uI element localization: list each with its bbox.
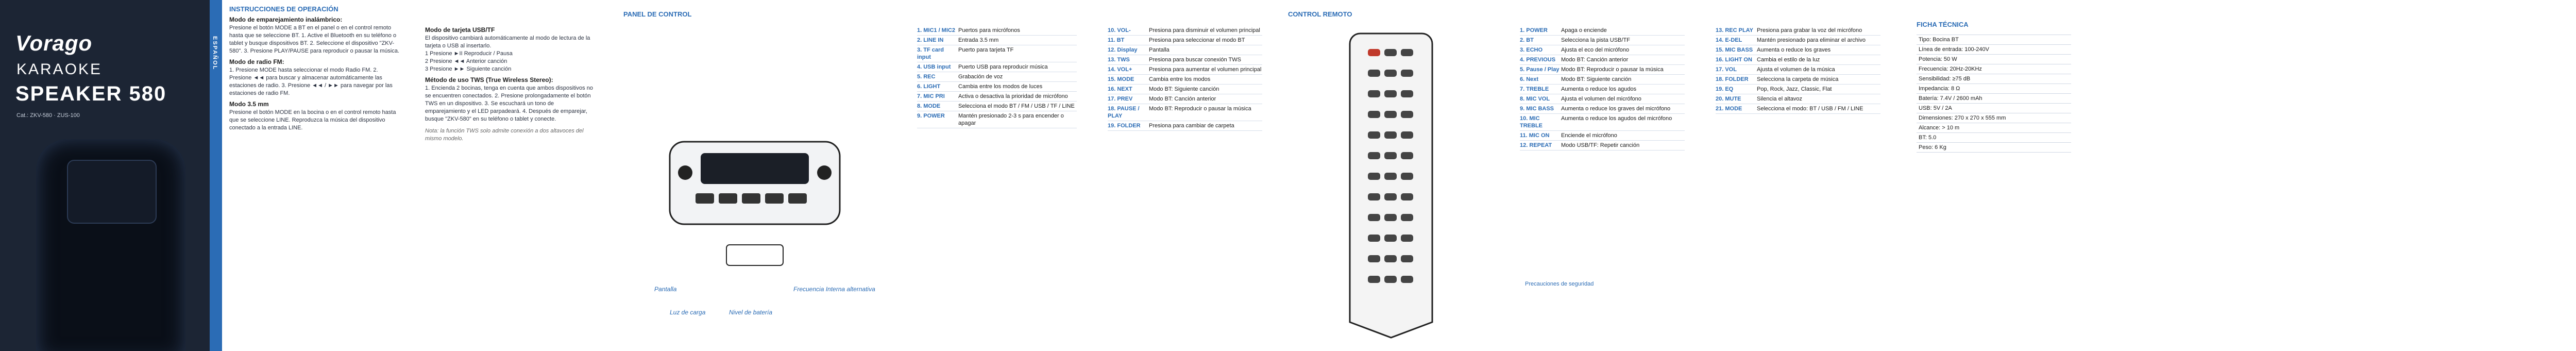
spec-row: Frecuencia: 20Hz-20KHz [1917, 64, 2071, 74]
legend-row [917, 111, 1077, 128]
legend-value: Puertos para micrófonos [958, 27, 1020, 34]
legend-key: 6. Next [1520, 76, 1539, 82]
instructions-title: INSTRUCCIONES DE OPERACIÓN [229, 5, 338, 13]
legend-value: Selecciona el modo BT / FM / USB / TF / LINE [958, 103, 1075, 109]
legend-row [1520, 75, 1685, 85]
remote-svg [1288, 18, 1494, 343]
legend-key: 20. MUTE [1716, 96, 1741, 102]
legend-key: 14. E-DEL [1716, 37, 1742, 43]
cover-panel [0, 0, 210, 351]
legend-row [1716, 104, 1880, 114]
remote-button [1384, 111, 1397, 118]
panel-svg [623, 18, 891, 338]
legend-row [1108, 55, 1262, 65]
remote-button [1401, 152, 1413, 159]
spec-row: BT: 5.0 [1917, 133, 2071, 143]
spec-row: Peso: 6 Kg [1917, 143, 2071, 153]
remote-button [1368, 111, 1380, 118]
legend-value: Ajusta el eco del micrófono [1561, 47, 1630, 53]
tws-note: Nota: la función TWS solo admite conexión a dos altavoces del mismo modelo. [425, 128, 584, 142]
legend-key: 8. MIC VOL [1520, 96, 1550, 102]
legend-row [917, 45, 1077, 62]
legend-key: 15. MIC BASS [1716, 47, 1753, 53]
legend-value: Ajusta el volumen del micrófono [1561, 96, 1641, 102]
legend-value: Aumenta o reduce los agudos del micrófono [1561, 115, 1672, 122]
remote-button [1401, 49, 1413, 56]
spec-row: Alcance: > 10 m [1917, 123, 2071, 133]
label-frecuencia: Frecuencia Interna alternativa [793, 286, 875, 293]
legend-value: Modo BT: Canción anterior [1561, 57, 1629, 63]
remote-body [1350, 34, 1432, 338]
legend-value: Puerto USB para reproducir música [958, 64, 1048, 70]
legend-value: Mantén presionado para eliminar el archivo [1757, 37, 1866, 43]
section-heading: Modo de radio FM: [229, 58, 284, 65]
legend-row [1108, 65, 1262, 75]
legend-row [1520, 114, 1685, 131]
remote-button [1384, 49, 1397, 56]
panel-legend [917, 26, 1077, 128]
legend-key: 18. FOLDER [1716, 76, 1749, 82]
legend-row [1716, 45, 1880, 55]
legend-row [1716, 85, 1880, 94]
legend-value: Cambia el estilo de la luz [1757, 57, 1820, 63]
legend-value: Selecciona el modo: BT / USB / FM / LINE [1757, 106, 1863, 112]
mic1-jack [678, 165, 692, 180]
remote-button [1384, 131, 1397, 139]
legend-value: Selecciona la pista USB/TF [1561, 37, 1630, 43]
legend-key: 7. TREBLE [1520, 86, 1549, 92]
legend-row [1520, 65, 1685, 75]
legend-value: Presiona para disminuir el volumen principal [1149, 27, 1260, 34]
usb-title: Modo de tarjeta USB/TF [425, 26, 495, 34]
legend-value: Mantén presionado 2-3 s para encender o apagar [958, 113, 1064, 126]
legend-value: Puerto para tarjeta TF [958, 47, 1014, 53]
legend-value: Selecciona la carpeta de música [1757, 76, 1839, 82]
section-text: 1. Presione MODE hasta seleccionar el modo Radio FM. 2. Presione ◄◄ para buscar y almacenar automáticamente las estaciones de radio. 3. Presione ◄◄ / ►► para navegar por las estaciones de radio FM. [229, 67, 393, 96]
legend-row [917, 36, 1077, 45]
legend-key: 1. POWER [1520, 27, 1548, 34]
legend-value: Pop, Rock, Jazz, Classic, Flat [1757, 86, 1832, 92]
cover-title-line2: SPEAKER 580 [15, 82, 167, 105]
usb-item: 1 Presione ►II Reproducir / Pausa [425, 51, 513, 57]
legend-row [1716, 26, 1880, 36]
spec-table [1917, 35, 2071, 153]
remote-button [1368, 193, 1380, 200]
caution-heading: Precauciones de seguridad [1525, 281, 1594, 287]
remote-button [1368, 276, 1380, 283]
legend-row [1108, 121, 1262, 131]
remote-button [1368, 235, 1380, 242]
legend-value: Pantalla [1149, 47, 1170, 53]
speaker-panel [67, 160, 157, 224]
legend-key: 11. MIC ON [1520, 132, 1550, 139]
legend-row [1716, 75, 1880, 85]
legend-key: 16. NEXT [1108, 86, 1132, 92]
remote-button [1384, 173, 1397, 180]
remote-button [1384, 193, 1397, 200]
spec-row: USB: 5V / 2A [1917, 104, 2071, 113]
legend-key: 3. ECHO [1520, 47, 1543, 53]
spec-row: Línea de entrada: 100-240V [1917, 45, 2071, 55]
legend-key: 1. MIC1 / MIC2 [917, 27, 955, 34]
tws-text: 1. Encienda 2 bocinas, tenga en cuenta que ambos dispositivos no se encuentren conectados. 2. Presione prolongadamente el botón TWS en un dispositivo. 3. Se escuchará un tono de emparejamiento y el LED parpadeará. 4. Después de emparejar, busque "ZKV-580" en su teléfono o tablet y conecte. [425, 85, 593, 122]
remote-button [1401, 276, 1413, 283]
legend-value: Modo BT: Canción anterior [1149, 96, 1216, 102]
legend-value: Presiona para seleccionar el modo BT [1149, 37, 1245, 43]
label-pantalla: Pantalla [654, 286, 677, 293]
remote-button [1401, 90, 1413, 97]
spec-row: Dimensiones: 270 x 270 x 555 mm [1917, 113, 2071, 123]
remote-button [1401, 131, 1413, 139]
remote-button [1368, 255, 1380, 262]
usb-item: 3 Presione ►► Siguiente canción [425, 66, 512, 72]
remote-legend-2 [1716, 26, 1880, 114]
legend-key: 17. PREV [1108, 96, 1133, 102]
legend-key: 14. VOL+ [1108, 66, 1132, 73]
legend-row [917, 62, 1077, 72]
remote-button [1368, 90, 1380, 97]
legend-key: 21. MODE [1716, 106, 1742, 112]
legend-value: Modo BT: Siguiente canción [1149, 86, 1219, 92]
remote-button [1384, 152, 1397, 159]
remote-button [1384, 255, 1397, 262]
remote-button [1401, 255, 1413, 262]
legend-row [917, 92, 1077, 102]
legend-key: 13. REC PLAY [1716, 27, 1753, 34]
legend-row [1108, 26, 1262, 36]
remote-title: CONTROL REMOTO [1288, 10, 1352, 18]
legend-row [1108, 94, 1262, 104]
section-heading: Modo 3.5 mm [229, 101, 269, 108]
legend-key: 7. MIC PRI [917, 93, 945, 99]
language-tab-label: ESPAÑOL [212, 36, 218, 71]
remote-button [1401, 70, 1413, 77]
cover-title-line1: KARAOKE [16, 61, 103, 78]
legend-value: Presiona para buscar conexión TWS [1149, 57, 1241, 63]
legend-row [917, 72, 1077, 82]
legend-key: 6. LIGHT [917, 83, 941, 90]
panel-title: PANEL DE CONTROL [623, 10, 692, 18]
spec-row: Potencia: 50 W [1917, 55, 2071, 64]
legend-value: Grabación de voz [958, 74, 1003, 80]
legend-row [1520, 45, 1685, 55]
legend-key: 4. USB input [917, 64, 951, 70]
legend-value: Presiona para aumentar el volumen principal [1149, 66, 1262, 73]
remote-button [1401, 193, 1413, 200]
legend-key: 19. EQ [1716, 86, 1734, 92]
remote-button [1401, 173, 1413, 180]
remote-button [1384, 70, 1397, 77]
legend-key: 3. TF card input [917, 47, 944, 60]
speaker-image [36, 139, 185, 351]
legend-value: Modo USB/TF: Repetir canción [1561, 142, 1640, 148]
legend-row [1520, 55, 1685, 65]
section-heading: Modo de emparejamiento inalámbrico: [229, 16, 343, 23]
display-detail [726, 245, 783, 265]
legend-key: 17. VOL [1716, 66, 1737, 73]
legend-value: Modo BT: Reproducir o pausar la música [1561, 66, 1664, 73]
spec-row: Sensibilidad: ≥75 dB [1917, 74, 2071, 84]
legend-row [1108, 36, 1262, 45]
legend-row [917, 82, 1077, 92]
legend-row [1716, 55, 1880, 65]
remote-button [1368, 49, 1380, 56]
usb-column [425, 23, 595, 143]
language-tab-left [210, 0, 222, 351]
spec-column [1917, 21, 2071, 153]
legend-value: Apaga o enciende [1561, 27, 1607, 34]
usb-item: 2 Presione ◄◄ Anterior canción [425, 58, 507, 64]
remote-button [1401, 214, 1413, 221]
legend-key: 2. LINE IN [917, 37, 944, 43]
legend-key: 10. MIC TREBLE [1520, 115, 1543, 129]
legend-row [917, 26, 1077, 36]
legend-key: 8. MODE [917, 103, 941, 109]
spec-row: Batería: 7.4V / 2600 mAh [1917, 94, 2071, 104]
legend-row [1716, 94, 1880, 104]
legend-key: 5. Pause / Play [1520, 66, 1560, 73]
legend-value: Modo BT: Siguiente canción [1561, 76, 1632, 82]
legend-key: 19. FOLDER [1108, 123, 1141, 129]
legend-row [1716, 36, 1880, 45]
remote-button [1368, 152, 1380, 159]
panel-display [701, 153, 809, 184]
panel-diagram [623, 10, 891, 340]
legend-key: 11. BT [1108, 37, 1125, 43]
mic2-jack [817, 165, 832, 180]
legend-row [1520, 36, 1685, 45]
legend-key: 16. LIGHT ON [1716, 57, 1752, 63]
section-text: Presione el botón MODE en la bocina o en el control remoto hasta que se seleccione LINE. Reproduzca la música del dispositivo conectado a la entrada LINE. [229, 109, 396, 131]
legend-value: Enciende el micrófono [1561, 132, 1617, 139]
remote-button [1368, 131, 1380, 139]
legend-row [1108, 75, 1262, 85]
panel-buttons [696, 193, 807, 204]
legend-value: Presiona para grabar la voz del micrófono [1757, 27, 1862, 34]
legend-value: Aumenta o reduce los graves del micrófono [1561, 106, 1671, 112]
legend-key: 13. TWS [1108, 57, 1130, 63]
remote-button [1384, 235, 1397, 242]
legend-key: 12. REPEAT [1520, 142, 1552, 148]
remote-diagram [1288, 10, 1494, 345]
legend-row [1108, 45, 1262, 55]
legend-value: Presiona para cambiar de carpeta [1149, 123, 1234, 129]
legend-row [1520, 141, 1685, 151]
spec-row: Tipo: Bocina BT [1917, 35, 2071, 45]
legend-row [1520, 104, 1685, 114]
legend-key: 9. MIC BASS [1520, 106, 1554, 112]
instructions-column [229, 5, 399, 132]
legend-key: 18. PAUSE / PLAY [1108, 106, 1140, 119]
legend-key: 12. Display [1108, 47, 1138, 53]
legend-row [1520, 85, 1685, 94]
spec-row: Impedancia: 8 Ω [1917, 84, 2071, 94]
cover-code: Cat.: ZKV-580 · ZUS-100 [16, 112, 80, 119]
legend-value: Silencia el altavoz [1757, 96, 1803, 102]
section-text: Presione el botón MODE a BT en el panel o en el control remoto hasta que se seleccione BT. 1. Active el Bluetooth en su teléfono o tablet y busque dispositivos BT. 2. Seleccione el dispositivo "ZKV-580". 3. Presione PLAY/PAUSE para reproducir o pausar la música. [229, 25, 399, 54]
legend-value: Entrada 3.5 mm [958, 37, 999, 43]
legend-key: 10. VOL- [1108, 27, 1131, 34]
remote-button [1368, 70, 1380, 77]
legend-row [1520, 26, 1685, 36]
legend-value: Ajusta el volumen de la música [1757, 66, 1835, 73]
legend-value: Cambia entre los modos [1149, 76, 1211, 82]
legend-row [1108, 104, 1262, 121]
legend-key: 2. BT [1520, 37, 1534, 43]
spec-title: FICHA TÉCNICA [1917, 21, 1969, 28]
remote-legend [1520, 26, 1685, 151]
remote-button [1384, 90, 1397, 97]
remote-button [1368, 214, 1380, 221]
remote-button [1401, 235, 1413, 242]
label-carga: Luz de carga [670, 309, 706, 316]
legend-row [1108, 85, 1262, 94]
usb-text: El dispositivo cambiará automáticamente al modo de lectura de la tarjeta o USB al insertarlo. [425, 35, 590, 49]
legend-key: 4. PREVIOUS [1520, 57, 1556, 63]
legend-key: 5. REC [917, 74, 936, 80]
legend-row [917, 102, 1077, 111]
legend-key: 9. POWER [917, 113, 945, 119]
legend-value: Modo BT: Reproducir o pausar la música [1149, 106, 1251, 112]
remote-button [1384, 276, 1397, 283]
legend-value: Aumenta o reduce los graves [1757, 47, 1831, 53]
tws-title: Método de uso TWS (True Wireless Stereo): [425, 76, 553, 83]
legend-key: 15. MODE [1108, 76, 1134, 82]
remote-button [1401, 111, 1413, 118]
legend-row [1520, 94, 1685, 104]
remote-button [1384, 214, 1397, 221]
legend-row [1520, 131, 1685, 141]
legend-value: Aumenta o reduce los agudos [1561, 86, 1637, 92]
label-bateria: Nivel de batería [729, 309, 773, 316]
legend-row [1716, 65, 1880, 75]
panel-legend-2 [1108, 26, 1262, 131]
remote-button [1368, 173, 1380, 180]
legend-value: Activa o desactiva la prioridad de micrófono [958, 93, 1068, 99]
brand-logo: Vorago [15, 31, 93, 55]
legend-value: Cambia entre los modos de luces [958, 83, 1043, 90]
